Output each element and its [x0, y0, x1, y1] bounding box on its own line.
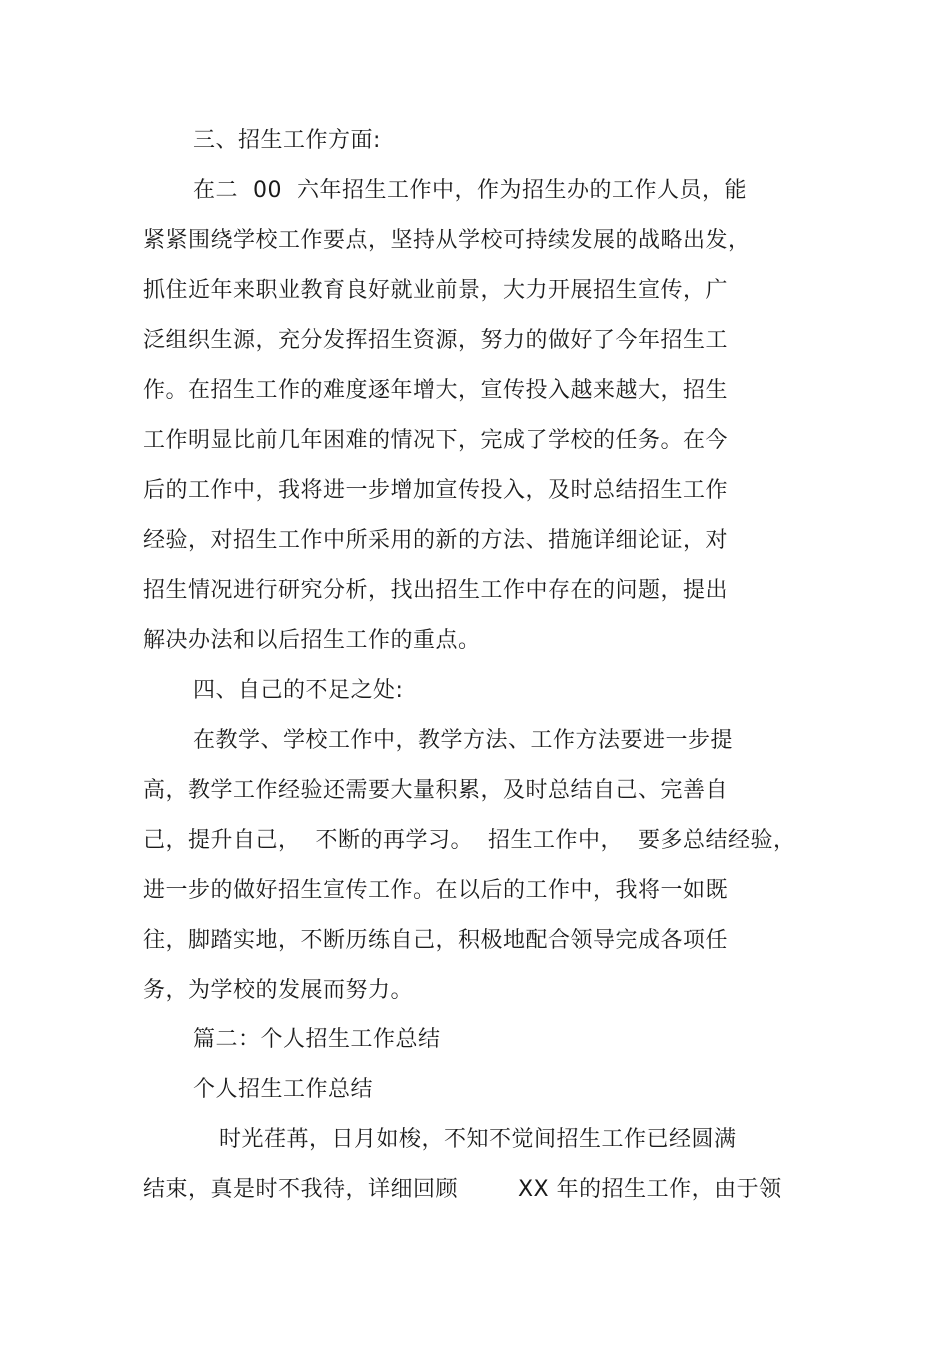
paragraph-line: 经验，对招生工作中所采用的新的方法、措施详细论证，对: [143, 528, 729, 553]
paragraph-line: 招生情况进行研究分析，找出招生工作中存在的问题，提出: [143, 578, 729, 603]
paragraph-line: 结束，真是时不我待，详细回顾 XX 年的招生工作，由于领: [143, 1177, 782, 1202]
paragraph-line: 紧紧围绕学校工作要点，坚持从学校可持续发展的战略出发，: [143, 228, 751, 253]
section-heading-recruitment: 三、招生工作方面:: [193, 128, 381, 153]
paragraph-line: 解决办法和以后招生工作的重点。: [143, 628, 481, 653]
paragraph-line: 务，为学校的发展而努力。: [143, 978, 414, 1003]
paragraph-line: 在教学、学校工作中，教学方法、工作方法要进一步提: [193, 728, 734, 753]
paragraph-line: 作。在招生工作的难度逐年增大，宣传投入越来越大，招生: [143, 378, 729, 403]
chapter-heading: 篇二：个人招生工作总结: [193, 1027, 441, 1052]
paragraph-line: 时光荏苒，日月如梭，不知不觉间招生工作已经圆满: [219, 1127, 737, 1152]
paragraph-line: 后的工作中，我将进一步增加宣传投入，及时总结招生工作: [143, 478, 729, 503]
paragraph-line: 工作明显比前几年困难的情况下，完成了学校的任务。在今: [143, 428, 729, 453]
paragraph-line: 抓住近年来职业教育良好就业前景，大力开展招生宣传，广: [143, 278, 729, 303]
section-heading-shortcomings: 四、自己的不足之处:: [193, 678, 404, 703]
paragraph-line: 泛组织生源，充分发挥招生资源，努力的做好了今年招生工: [143, 328, 729, 353]
paragraph-line: 往，脚踏实地，不断历练自己，积极地配合领导完成各项任: [143, 928, 729, 953]
paragraph-line: 己，提升自己， 不断的再学习。 招生工作中， 要多总结经验，: [143, 828, 796, 853]
article-title: 个人招生工作总结: [193, 1077, 374, 1102]
paragraph-line: 高，教学工作经验还需要大量积累，及时总结自己、完善自: [143, 778, 729, 803]
paragraph-line: 进一步的做好招生宣传工作。在以后的工作中，我将一如既: [143, 878, 729, 903]
paragraph-line: 在二 00 六年招生工作中，作为招生办的工作人员，能: [193, 178, 747, 203]
